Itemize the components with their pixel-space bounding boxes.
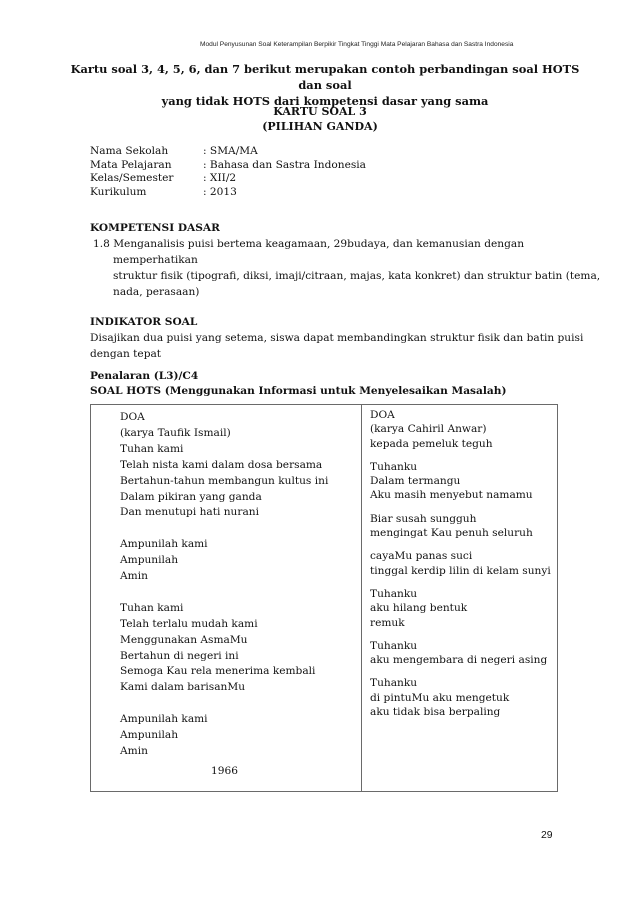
poem-line: Semoga Kau rela menerima kembali [120,665,316,678]
poem-line: aku hilang bentuk [370,602,468,615]
poem-taufik-ismail [120,410,328,760]
poem-line: Tuhan kami [120,442,184,455]
kompetensi-line: nada, perasaan) [113,286,200,298]
poem-line: Dalam pikiran yang ganda [120,490,262,503]
poem-line: mengingat Kau penuh seluruh [370,527,533,540]
poem-line: Telah nista kami dalam dosa bersama [120,458,323,471]
poem-left-cell [91,405,362,792]
identity-label: Kelas/Semester [90,172,174,184]
poem-line: Ampunilah [120,554,179,567]
poem-line: Telah terlalu mudah kami [120,617,258,630]
poem-year: 1966 [211,765,238,777]
identity-value: : SMA/MA [203,145,258,157]
indikator-line: dengan tepat [90,348,162,360]
title-line-1: Kartu soal 3, 4, 5, 6, dan 7 berikut merupakan contoh perbandingan soal HOTS dan soal [70,62,580,92]
poem-line: Amin [120,570,148,583]
poem-line: DOA [370,409,395,421]
kompetensi-line: memperhatikan [113,254,198,266]
poem-line: (karya Taufik Ismail) [120,426,231,439]
kompetensi-line: struktur fisik (tipografi, diksi, imaji/citraan, majas, kata konkret) dan struktur batin (tema, [113,270,601,282]
soal-hots-heading: SOAL HOTS (Menggunakan Informasi untuk Menyelesaikan Masalah) [90,385,507,397]
poem-chairil-anwar [370,408,551,719]
running-header: Modul Penyusunan Soal Keterampilan Berpikir Tingkat Tinggi Mata Pelajaran Bahasa dan Sastra Indonesia [200,41,514,48]
identity-value: : Bahasa dan Sastra Indonesia [203,158,366,171]
poem-line: Ampunilah kami [120,538,208,551]
poem-comparison-table [90,404,558,792]
poem-line: Tuhanku [370,460,418,473]
identity-value: : XII/2 [203,172,237,184]
indikator-line: Disajikan dua puisi yang setema, siswa dapat membandingkan struktur fisik dan batin puisi [90,332,584,344]
poem-line: (karya Cahiril Anwar) [370,423,487,436]
identity-label: Kurikulum [90,185,147,198]
kompetensi-line: 1.8 Menganalisis puisi bertema keagamaan, 29budaya, dan kemanusian dengan [93,238,525,250]
poem-line: Ampunilah [120,729,179,742]
card-title [200,104,440,134]
poem-line: Amin [120,744,148,757]
poem-line: aku tidak bisa berpaling [370,706,501,719]
poem-line: Tuhan kami [120,601,184,614]
poem-line: Tuhanku [370,677,418,690]
identity-value: : 2013 [203,185,237,198]
card-title-type: (PILIHAN GANDA) [262,120,378,133]
poem-line: Aku masih menyebut namamu [370,489,533,502]
penalaran-level: Penalaran (L3)/C4 [90,370,199,382]
poem-line: Ampunilah kami [120,713,208,726]
identity-label: Nama Sekolah [90,145,169,157]
document-title [60,61,590,109]
kompetensi-heading: KOMPETENSI DASAR [90,222,220,234]
identity-label: Mata Pelajaran [90,158,172,171]
poem-right-cell [362,405,558,792]
poem-line: tinggal kerdip lilin di kelam sunyi [370,564,551,577]
title-line-2: yang tidak HOTS dari kompetensi dasar yang sama [161,94,489,108]
poem-line: Bertahun di negeri ini [120,649,239,662]
indikator-heading: INDIKATOR SOAL [90,316,198,328]
poem-line: Tuhanku [370,587,418,600]
poem-line: DOA [120,411,145,423]
poem-line: Bertahun-tahun membangun kultus ini [120,474,329,487]
page-number: 29 [541,830,553,841]
poem-line: Menggunakan AsmaMu [120,633,248,646]
poem-line: remuk [370,616,405,629]
poem-line: Dan menutupi hati nurani [120,506,259,519]
poem-line: Dalam termangu [370,475,461,488]
poem-line: di pintuMu aku mengetuk [370,691,510,704]
poem-line: Kami dalam barisanMu [120,681,246,694]
card-title-main: KARTU SOAL 3 [273,105,367,118]
poem-line: cayaMu panas suci [370,550,473,563]
poem-line: kepada pemeluk teguh [370,437,493,450]
poem-line: aku mengembara di negeri asing [370,654,548,667]
poem-line: Biar susah sungguh [370,512,477,525]
poem-line: Tuhanku [370,639,418,652]
